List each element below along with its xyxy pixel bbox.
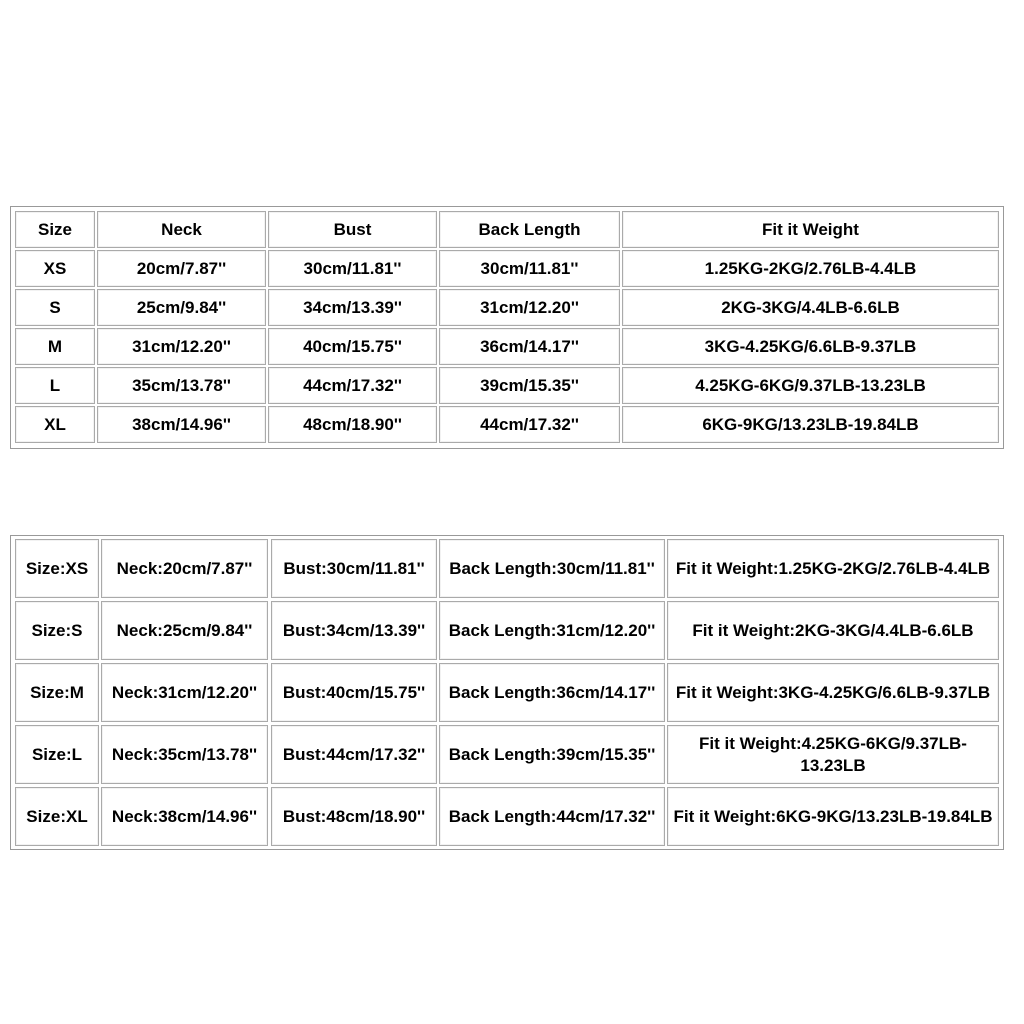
- header-neck: Neck: [97, 211, 266, 248]
- table-cell: Fit it Weight:4.25KG-6KG/9.37LB-13.23LB: [667, 725, 999, 784]
- table-cell: Bust:34cm/13.39'': [271, 601, 437, 660]
- table-cell: Back Length:36cm/14.17'': [439, 663, 665, 722]
- table-cell: Back Length:30cm/11.81'': [439, 539, 665, 598]
- table-cell: Fit it Weight:1.25KG-2KG/2.76LB-4.4LB: [667, 539, 999, 598]
- table-cell: Bust:40cm/15.75'': [271, 663, 437, 722]
- table-cell: 1.25KG-2KG/2.76LB-4.4LB: [622, 250, 999, 287]
- header-size: Size: [15, 211, 95, 248]
- table-cell: Size:L: [15, 725, 99, 784]
- table-cell: Neck:31cm/12.20'': [101, 663, 268, 722]
- header-fit-weight: Fit it Weight: [622, 211, 999, 248]
- table-cell: M: [15, 328, 95, 365]
- table-cell: 40cm/15.75'': [268, 328, 437, 365]
- table-cell: S: [15, 289, 95, 326]
- table-cell: 2KG-3KG/4.4LB-6.6LB: [622, 289, 999, 326]
- header-back-length: Back Length: [439, 211, 620, 248]
- table-cell: 6KG-9KG/13.23LB-19.84LB: [622, 406, 999, 443]
- table-cell: 30cm/11.81'': [268, 250, 437, 287]
- table-cell: Back Length:31cm/12.20'': [439, 601, 665, 660]
- table-cell: 20cm/7.87'': [97, 250, 266, 287]
- table-cell: Size:XL: [15, 787, 99, 846]
- table-cell: Neck:20cm/7.87'': [101, 539, 268, 598]
- table-cell: 25cm/9.84'': [97, 289, 266, 326]
- table-cell: 30cm/11.81'': [439, 250, 620, 287]
- table-cell: Fit it Weight:6KG-9KG/13.23LB-19.84LB: [667, 787, 999, 846]
- table-cell: Size:XS: [15, 539, 99, 598]
- table-cell: 44cm/17.32'': [268, 367, 437, 404]
- table-cell: Bust:30cm/11.81'': [271, 539, 437, 598]
- table-cell: Neck:38cm/14.96'': [101, 787, 268, 846]
- table-cell: 31cm/12.20'': [439, 289, 620, 326]
- table-cell: Fit it Weight:2KG-3KG/4.4LB-6.6LB: [667, 601, 999, 660]
- table-cell: 34cm/13.39'': [268, 289, 437, 326]
- table-cell: L: [15, 367, 95, 404]
- table-cell: Back Length:39cm/15.35'': [439, 725, 665, 784]
- table-cell: 4.25KG-6KG/9.37LB-13.23LB: [622, 367, 999, 404]
- table-cell: Fit it Weight:3KG-4.25KG/6.6LB-9.37LB: [667, 663, 999, 722]
- table-cell: 38cm/14.96'': [97, 406, 266, 443]
- table-cell: XS: [15, 250, 95, 287]
- table-cell: 3KG-4.25KG/6.6LB-9.37LB: [622, 328, 999, 365]
- table-cell: 35cm/13.78'': [97, 367, 266, 404]
- table-cell: Bust:48cm/18.90'': [271, 787, 437, 846]
- table-cell: 36cm/14.17'': [439, 328, 620, 365]
- table-cell: Neck:35cm/13.78'': [101, 725, 268, 784]
- table-cell: 48cm/18.90'': [268, 406, 437, 443]
- table-cell: 44cm/17.32'': [439, 406, 620, 443]
- table-cell: Bust:44cm/17.32'': [271, 725, 437, 784]
- size-chart-table-2: [10, 535, 1004, 850]
- table-cell: Back Length:44cm/17.32'': [439, 787, 665, 846]
- table-cell: Neck:25cm/9.84'': [101, 601, 268, 660]
- table-cell: 39cm/15.35'': [439, 367, 620, 404]
- table-cell: XL: [15, 406, 95, 443]
- table-cell: Size:S: [15, 601, 99, 660]
- size-chart-table-1: [10, 206, 1004, 449]
- table-cell: 31cm/12.20'': [97, 328, 266, 365]
- table-cell: Size:M: [15, 663, 99, 722]
- header-bust: Bust: [268, 211, 437, 248]
